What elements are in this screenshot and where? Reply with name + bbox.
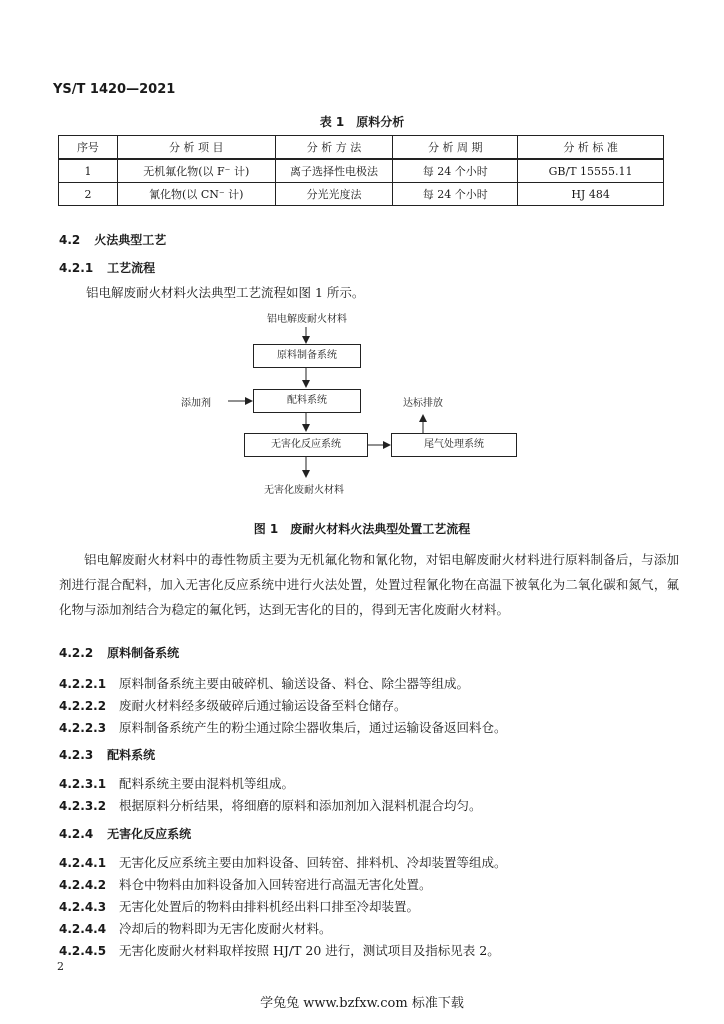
section-title: 配料系统 bbox=[107, 748, 156, 762]
analysis-table bbox=[58, 135, 664, 206]
item-text: 原料制备系统产生的粉尘通过除尘器收集后，通过运输设备返回料仓。 bbox=[119, 720, 507, 735]
list-item bbox=[59, 696, 407, 714]
item-text: 无害化处置后的物料由排料机经出料口排至冷却装置。 bbox=[119, 899, 420, 914]
flow-additive-label: 添加剂 bbox=[181, 398, 211, 409]
flow-emission-label: 达标排放 bbox=[403, 398, 443, 409]
section-4-2-1-heading bbox=[59, 259, 155, 276]
page-number: 2 bbox=[57, 960, 64, 973]
item-number: 4.2.2.1 bbox=[59, 677, 107, 691]
section-4-2-3-heading bbox=[59, 746, 155, 763]
section-number: 4.2 bbox=[59, 233, 81, 247]
item-number: 4.2.3.1 bbox=[59, 777, 107, 791]
item-text: 配料系统主要由混料机等组成。 bbox=[119, 776, 295, 791]
table-cell: GB/T 15555.11 bbox=[518, 159, 664, 183]
table-cell: 离子选择性电极法 bbox=[275, 159, 393, 183]
figure-caption: 图 1 废耐火材料火法典型处置工艺流程 bbox=[253, 522, 471, 536]
table-cell: 2 bbox=[59, 183, 118, 206]
table-cell: 氰化物(以 CN⁻ 计) bbox=[117, 183, 275, 206]
table-header-cell: 分 析 标 准 bbox=[518, 136, 664, 160]
table-cell: 每 24 个小时 bbox=[393, 183, 518, 206]
item-number: 4.2.4.4 bbox=[59, 922, 107, 936]
item-text: 料仓中物料由加料设备加入回转窑进行高温无害化处置。 bbox=[119, 877, 432, 892]
table-cell: 无机氟化物(以 F⁻ 计) bbox=[117, 159, 275, 183]
item-number: 4.2.4.5 bbox=[59, 944, 107, 958]
section-number: 4.2.4 bbox=[59, 827, 94, 841]
process-flow-diagram bbox=[0, 305, 724, 505]
list-item bbox=[59, 875, 432, 893]
section-title: 无害化反应系统 bbox=[107, 827, 192, 841]
list-item bbox=[59, 897, 419, 915]
table-caption: 表 1 原料分析 bbox=[319, 115, 405, 129]
item-number: 4.2.3.2 bbox=[59, 799, 107, 813]
list-item bbox=[59, 774, 294, 792]
table-cell: 分光光度法 bbox=[275, 183, 393, 206]
section-4-2-heading bbox=[59, 231, 166, 248]
flow-gas-box: 尾气处理系统 bbox=[391, 433, 517, 457]
flow-prep-box: 原料制备系统 bbox=[253, 344, 361, 368]
section-title: 火法典型工艺 bbox=[94, 233, 167, 247]
item-number: 4.2.2.2 bbox=[59, 699, 107, 713]
item-text: 冷却后的物料即为无害化废耐火材料。 bbox=[119, 921, 332, 936]
section-4-2-2-heading bbox=[59, 644, 179, 661]
section-title: 工艺流程 bbox=[107, 261, 156, 275]
section-number: 4.2.2 bbox=[59, 646, 94, 660]
table-header-cell: 分 析 周 期 bbox=[393, 136, 518, 160]
flow-batching-box: 配料系统 bbox=[253, 389, 361, 413]
list-item bbox=[59, 853, 507, 871]
list-item bbox=[59, 919, 332, 937]
section-number: 4.2.3 bbox=[59, 748, 94, 762]
table-header-row bbox=[59, 136, 664, 160]
flow-input-label: 铝电解废耐火材料 bbox=[267, 314, 347, 325]
standard-id: YS/T 1420—2021 bbox=[53, 82, 176, 97]
process-description: 铝电解废耐火材料中的毒性物质主要为无机氟化物和氰化物，对铝电解废耐火材料进行原料制备后，与添加剂进行混合配料，加入无害化反应系统中进行火法处置，处置过程氰化物在高温下被氧化为二氧化碳和氮气，氟化物与添加剂结合为稳定的氟化钙，达到无害化的目的，得到无害化废耐火材料。 bbox=[59, 552, 679, 617]
table-cell: HJ 484 bbox=[518, 183, 664, 206]
table-header-cell: 分 析 项 目 bbox=[117, 136, 275, 160]
item-text: 原料制备系统主要由破碎机、输送设备、料仓、除尘器等组成。 bbox=[119, 676, 470, 691]
item-number: 4.2.4.2 bbox=[59, 878, 107, 892]
section-4-2-4-heading bbox=[59, 825, 191, 842]
table-row bbox=[59, 183, 664, 206]
section-number: 4.2.1 bbox=[59, 261, 94, 275]
list-item bbox=[59, 941, 500, 959]
list-item bbox=[59, 718, 507, 736]
item-text: 无害化废耐火材料取样按照 HJ/T 20 进行，测试项目及指标见表 2。 bbox=[119, 943, 500, 958]
flow-reactor-box: 无害化反应系统 bbox=[244, 433, 368, 457]
site-footer: 学兔兔 www.bzfxw.com 标准下载 bbox=[260, 996, 464, 1011]
table-cell: 1 bbox=[59, 159, 118, 183]
table-cell: 每 24 个小时 bbox=[393, 159, 518, 183]
table-header-cell: 序号 bbox=[59, 136, 118, 160]
item-number: 4.2.4.3 bbox=[59, 900, 107, 914]
item-number: 4.2.2.3 bbox=[59, 721, 107, 735]
list-item bbox=[59, 796, 482, 814]
item-number: 4.2.4.1 bbox=[59, 856, 107, 870]
list-item bbox=[59, 674, 469, 692]
table-row bbox=[59, 159, 664, 183]
flow-output-label: 无害化废耐火材料 bbox=[264, 485, 344, 496]
item-text: 根据原料分析结果，将细磨的原料和添加剂加入混料机混合均匀。 bbox=[119, 798, 482, 813]
section-title: 原料制备系统 bbox=[107, 646, 180, 660]
flow-arrows bbox=[0, 305, 724, 505]
flow-intro-text: 铝电解废耐火材料火法典型工艺流程如图 1 所示。 bbox=[86, 285, 365, 300]
item-text: 废耐火材料经多级破碎后通过输运设备至料仓储存。 bbox=[119, 698, 407, 713]
table-header-cell: 分 析 方 法 bbox=[275, 136, 393, 160]
item-text: 无害化反应系统主要由加料设备、回转窑、排料机、冷却装置等组成。 bbox=[119, 855, 507, 870]
